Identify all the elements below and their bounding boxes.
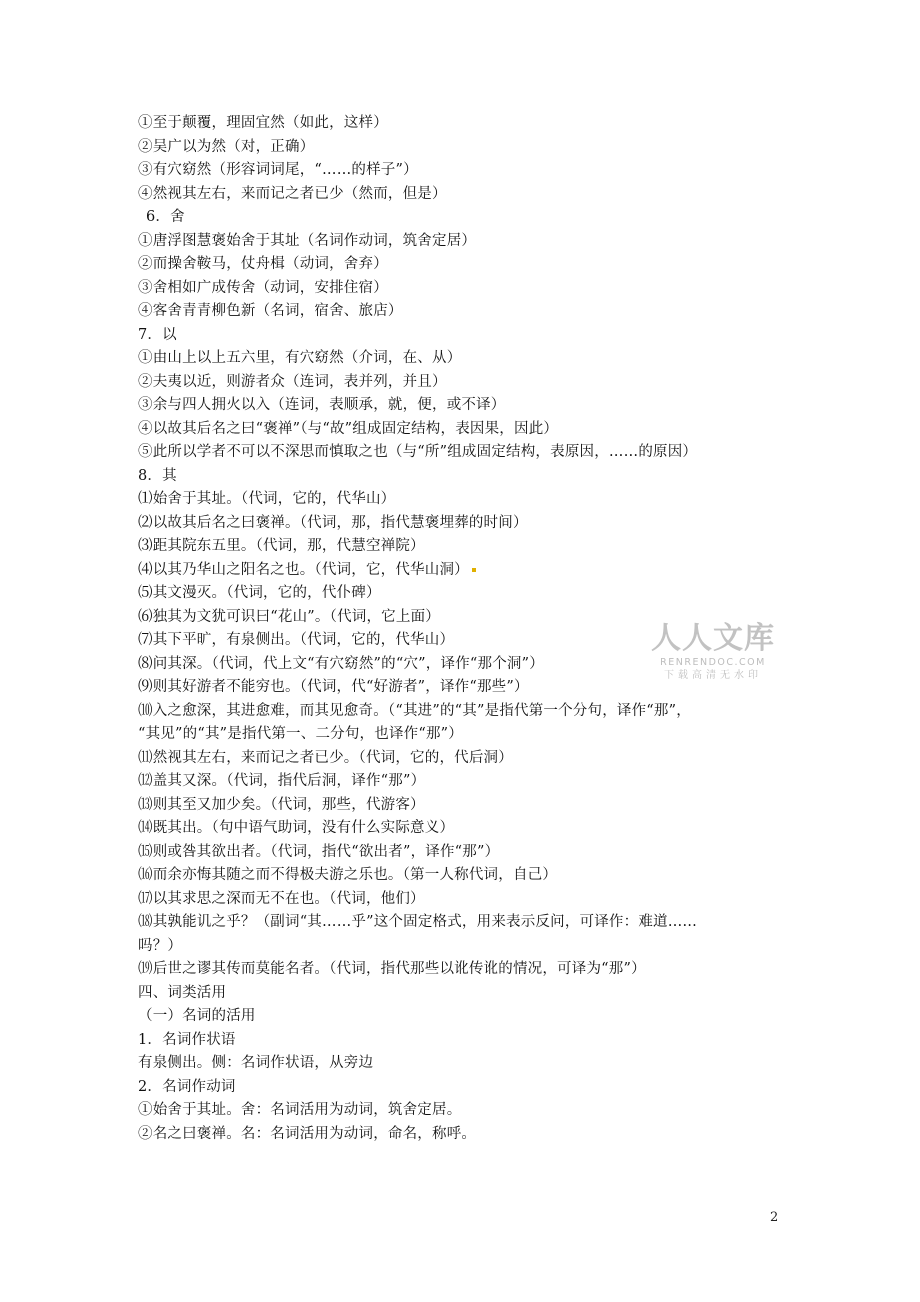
text-line — [138, 183, 788, 207]
text-line-content: ⑵以故其后名之曰褒禅。（代词，那，指代慧褒埋葬的时间） — [138, 514, 528, 531]
text-line-content: ⑷以其乃华山之阳名之也。（代词，它，代华山洞） — [138, 561, 469, 578]
text-line-content: “其见”的“其”是指代第一、二分句，也译作“那”） — [138, 726, 463, 742]
text-line — [138, 841, 788, 865]
watermark-subtitle: 下载高清无水印 — [664, 670, 762, 681]
text-line-content: ③余与四人拥火以入（连词，表顺承，就，便，或不译） — [138, 397, 506, 413]
text-line — [138, 441, 788, 465]
text-line-content: 8．其 — [138, 467, 177, 484]
text-line-content: ⒅其孰能讥之乎？（副词“其……乎”这个固定格式，用来表示反问，可译作：难道…… — [138, 914, 698, 930]
text-line — [138, 277, 788, 301]
text-line — [138, 582, 788, 606]
text-line-content: ⒆后世之谬其传而莫能名者。（代词，指代那些以讹传讹的情况，可译为“那”） — [138, 961, 646, 977]
text-line — [138, 1099, 788, 1123]
text-line — [138, 700, 788, 724]
text-line — [138, 911, 788, 935]
text-line-content: ⑾然视其左右，来而记之者已少。（代词，它的，代后洞） — [138, 749, 513, 766]
text-line — [138, 770, 788, 794]
text-line-content: ②名之曰褒禅。名：名词活用为动词，命名，称呼。 — [138, 1125, 477, 1142]
text-line — [138, 465, 788, 489]
text-line — [138, 206, 788, 230]
text-line — [138, 1076, 788, 1100]
watermark — [648, 622, 778, 683]
text-line — [138, 559, 788, 583]
text-line-content: ②而操舍鞍马，仗舟楫（动词，舍弃） — [138, 256, 388, 272]
text-line-content: ①由山上以上五六里，有穴窈然（介词，在、从） — [138, 350, 462, 366]
text-line — [138, 371, 788, 395]
text-line-content: 7．以 — [138, 326, 177, 343]
text-line-content: ⒃而余亦悔其随之而不得极夫游之乐也。（第一人称代词，自己） — [138, 867, 558, 883]
text-line-content: ①唐浮图慧褒始舍于其址（名词作动词，筑舍定居） — [138, 232, 477, 249]
text-line-content: 6．舍 — [146, 209, 185, 225]
text-line-content: ⑴始舍于其址。（代词，它的，代华山） — [138, 491, 396, 507]
text-line — [138, 324, 788, 348]
text-line — [138, 488, 788, 512]
text-line-content: 有泉侧出。侧：名词作状语，从旁边 — [138, 1055, 374, 1071]
text-line-content: 吗？） — [138, 937, 183, 954]
text-line — [138, 300, 788, 324]
page-number: 2 — [770, 1210, 779, 1225]
text-line — [138, 1029, 788, 1053]
text-line-content: ⑽入之愈深，其进愈难，而其见愈奇。（“其进”的“其”是指代第一个分句，译作“那”， — [138, 702, 691, 719]
text-line-content: ④以故其后名之曰“褒禅”（与“故”组成固定结构，表因果，因此） — [138, 420, 559, 437]
text-line — [138, 112, 788, 136]
watermark-url: RENRENDOC.COM — [660, 657, 766, 668]
text-line-content: 2．名词作动词 — [138, 1078, 236, 1095]
text-line — [138, 136, 788, 160]
text-line — [138, 394, 788, 418]
text-line — [138, 982, 788, 1006]
text-line — [138, 1005, 788, 1029]
text-line — [138, 1123, 788, 1147]
text-line-content: ⒄以其求思之深而无不在也。（代词，他们） — [138, 890, 425, 907]
text-line-content: ⑶距其院东五里。（代词，那，代慧空禅院） — [138, 538, 425, 554]
text-line — [138, 747, 788, 771]
text-line-content: ⑤此所以学者不可以不深思而慎取之也（与“所”组成固定结构，表原因，……的原因） — [138, 444, 698, 460]
text-line-content: 四、词类活用 — [138, 984, 227, 1001]
text-line-content: ⑹独其为文犹可识曰“花山”。（代词，它上面） — [138, 608, 440, 625]
text-line — [138, 888, 788, 912]
text-line — [138, 817, 788, 841]
text-line — [138, 935, 788, 959]
text-line-content: ②吴广以为然（对，正确） — [138, 138, 315, 155]
text-line-content: ③有穴窈然（形容词词尾，“……的样子”） — [138, 162, 418, 178]
text-line — [138, 1052, 788, 1076]
text-line-content: ⒂则或咎其欲出者。（代词，指代“欲出者”，译作“那”） — [138, 843, 500, 860]
text-line — [138, 418, 788, 442]
watermark-logo-text: 人人文库 — [651, 621, 775, 656]
text-line-content: ①始舍于其址。舍：名词活用为动词，筑舍定居。 — [138, 1102, 462, 1118]
text-line-content: 1．名词作状语 — [138, 1031, 236, 1048]
text-line — [138, 159, 788, 183]
text-line-content: ③舍相如广成传舍（动词，安排住宿） — [138, 279, 388, 296]
highlight-mark — [472, 568, 476, 572]
text-line — [138, 230, 788, 254]
text-line — [138, 253, 788, 277]
text-line — [138, 723, 788, 747]
text-line-content: ⑼则其好游者不能穷也。（代词，代“好游者”，译作“那些”） — [138, 679, 529, 695]
text-line — [138, 512, 788, 536]
text-line-content: ⑸其文漫灭。（代词，它的，代仆碑） — [138, 585, 381, 601]
text-line-content: ⒀则其至又加少矣。（代词，那些，代游客） — [138, 796, 425, 813]
text-line — [138, 794, 788, 818]
text-line-content: （一）名词的活用 — [138, 1008, 256, 1024]
text-line-content: ①至于颠覆，理固宜然（如此，这样） — [138, 115, 388, 131]
text-line-content: ②夫夷以近，则游者众（连词，表并列，并且） — [138, 373, 447, 390]
text-line — [138, 864, 788, 888]
text-line-content: ⑿盖其又深。（代词，指代后洞，译作“那”） — [138, 773, 426, 789]
text-line-content: ④然视其左右，来而记之者已少（然而，但是） — [138, 185, 447, 202]
text-line — [138, 535, 788, 559]
text-line-content: ⑺其下平旷，有泉侧出。（代词，它的，代华山） — [138, 632, 455, 648]
text-line-content: ④客舍青青柳色新（名词，宿舍、旅店） — [138, 303, 403, 319]
text-line-content: ⑻问其深。（代词，代上文“有穴窈然”的“穴”，译作“那个洞”） — [138, 655, 544, 672]
text-line — [138, 958, 788, 982]
text-line-content: ⒁既其出。（句中语气助词，没有什么实际意义） — [138, 820, 455, 836]
text-line — [138, 347, 788, 371]
